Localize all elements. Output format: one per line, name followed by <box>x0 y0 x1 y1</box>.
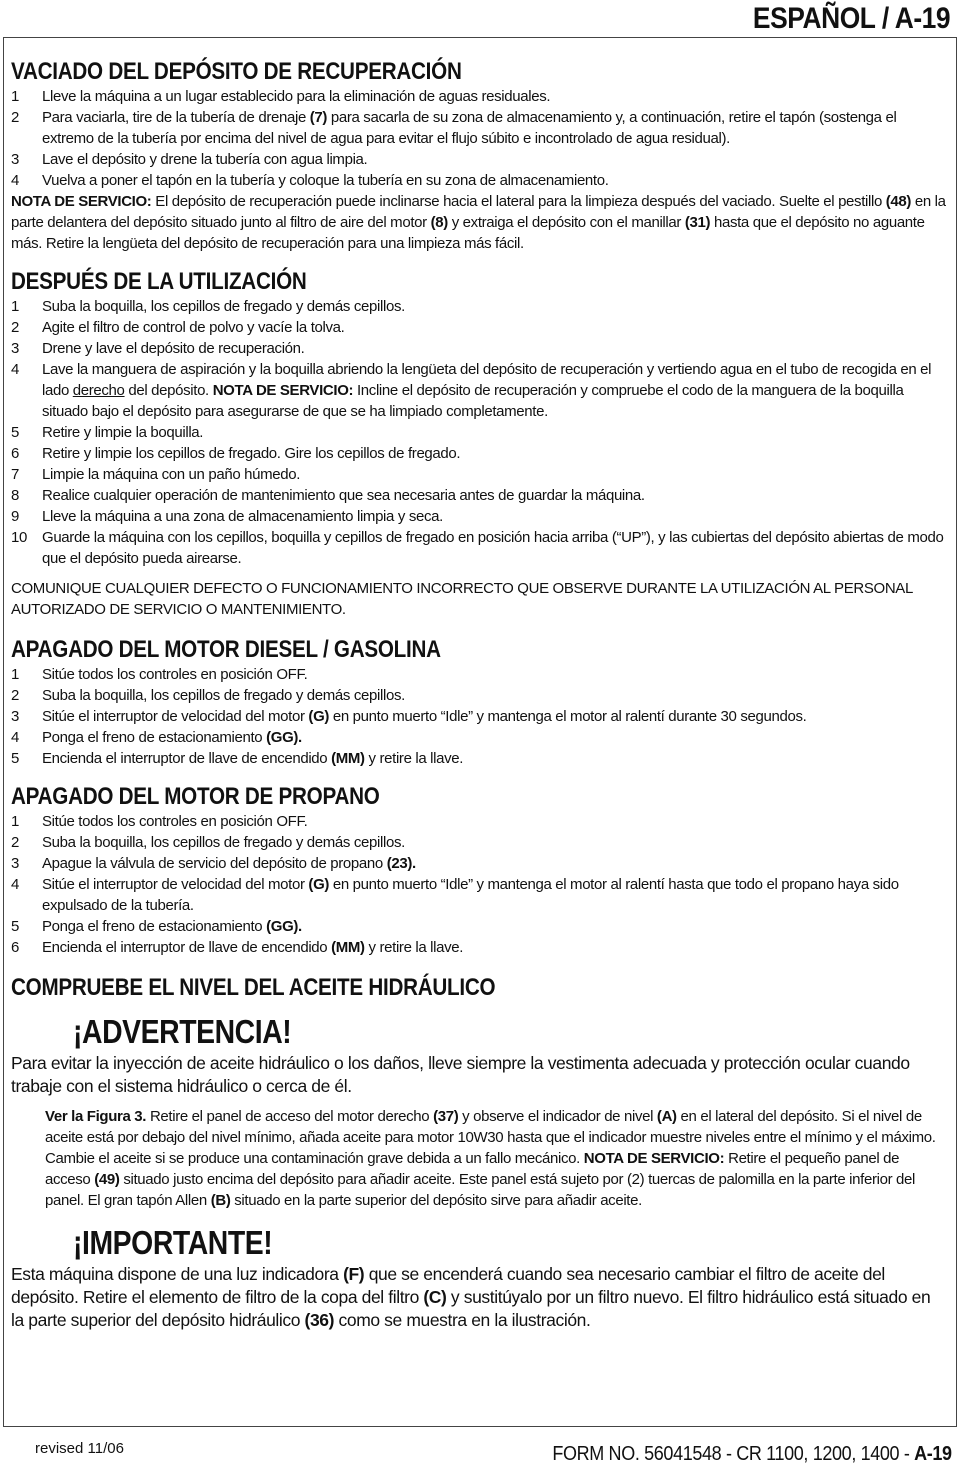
list-item: 4 Sitúe el interruptor de velocidad del motor (G) en punto muerto “Idle” y mantenga el motor al ralentí hasta que todo el propano haya sido expulsado de la tubería. <box>11 876 899 914</box>
section-vaciado <box>11 58 947 254</box>
section-title-apagado-diesel: APAGADO DEL MOTOR DIESEL / GASOLINA <box>11 636 441 663</box>
section-title-vaciado: VACIADO DEL DEPÓSITO DE RECUPERACIÓN <box>11 58 462 85</box>
list-item: 5 Retire y limpie la boquilla. <box>11 424 204 441</box>
section-aceite-hidraulico <box>11 974 947 1332</box>
section-apagado-diesel <box>11 636 947 769</box>
list-item: 10 Guarde la máquina con los cepillos, boquilla y cepillos de fregado en posición hacia arriba (“UP”), y las cubiertas del depósito abiertas de modo que el depósito pueda airearse. <box>11 529 944 567</box>
warning-title: ¡ADVERTENCIA! <box>73 1013 292 1050</box>
page-content <box>11 58 947 1332</box>
list-item: 6 Encienda el interruptor de llave de encendido (MM) y retire la llave. <box>11 939 464 956</box>
list-item: 5 Ponga el freno de estacionamiento (GG). <box>11 918 302 935</box>
section-title-aceite-hidraulico: COMPRUEBE EL NIVEL DEL ACEITE HIDRÁULICO <box>11 974 496 1001</box>
section-apagado-propano <box>11 783 947 958</box>
page-header-title: ESPAÑOL / A-19 <box>752 2 950 35</box>
section-title-despues: DESPUÉS DE LA UTILIZACIÓN <box>11 268 307 295</box>
list-item: 8 Realice cualquier operación de mantenimiento que sea necesaria antes de guardar la máquina. <box>11 487 645 504</box>
list-item: 7 Limpie la máquina con un paño húmedo. <box>11 466 301 483</box>
form-number: FORM NO. 56041548 - CR 1100, 1200, 1400 - A-19 <box>552 1443 952 1465</box>
list-item: 2 Para vaciarla, tire de la tubería de drenaje (7) para sacarla de su zona de almacenamiento y, a continuación, retire el tapón (sostenga el extremo de la tubería por encima del nivel de agua para evitar el flujo súbito e incontrolado de agua residual). <box>11 109 897 147</box>
list-item: 2 Suba la boquilla, los cepillos de fregado y demás cepillos. <box>11 687 405 704</box>
list-item: 3 Lave el depósito y drene la tubería con agua limpia. <box>11 151 368 168</box>
revision-date: revised 11/06 <box>35 1440 124 1457</box>
important-title: ¡IMPORTANTE! <box>73 1224 273 1261</box>
list-item: 4 Vuelva a poner el tapón en la tubería y coloque la tubería en su zona de almacenamiento. <box>11 172 609 189</box>
list-item: 1 Lleve la máquina a un lugar establecido para la eliminación de aguas residuales. <box>11 88 551 105</box>
important-text: Esta máquina dispone de una luz indicadora (F) que se encenderá cuando sea necesario cambiar el filtro de aceite del depósito. Retire el elemento de filtro de la copa del filtro (C) y sustitúyalo por un filtro nuevo. El filtro hidráulico está situado en la parte superior del depósito hidráulico (36) como se muestra en la ilustración. <box>11 1264 931 1330</box>
list-item: 2 Suba la boquilla, los cepillos de fregado y demás cepillos. <box>11 834 405 851</box>
defect-notice: COMUNIQUE CUALQUIER DEFECTO O FUNCIONAMIENTO INCORRECTO QUE OBSERVE DURANTE LA UTILIZACIÓN AL PERSONAL AUTORIZADO DE SERVICIO O MANTENIMIENTO. <box>11 580 913 618</box>
list-item: 1 Sitúe todos los controles en posición OFF. <box>11 666 308 683</box>
list-item: 4 Lave la manguera de aspiración y la boquilla abriendo la lengüeta del depósito de recuperación y vertiendo agua en el tubo de recogida en el lado derecho del depósito. NOTA DE SERVICIO: Incline el depósito de recuperación y compruebe el codo de la manguera de la boquilla situado bajo el depósito para asegurarse de que se ha limpiado completamente. <box>11 361 932 420</box>
section-title-apagado-propano: APAGADO DEL MOTOR DE PROPANO <box>11 783 380 810</box>
list-item: 2 Agite el filtro de control de polvo y vacíe la tolva. <box>11 319 345 336</box>
list-item: 5 Encienda el interruptor de llave de encendido (MM) y retire la llave. <box>11 750 464 767</box>
list-item: 4 Ponga el freno de estacionamiento (GG). <box>11 729 302 746</box>
list-item: 3 Apague la válvula de servicio del depósito de propano (23). <box>11 855 416 872</box>
warning-text: Para evitar la inyección de aceite hidráulico o los daños, lleve siempre la vestimenta adecuada y protección ocular cuando trabaje con el sistema hidráulico o cerca de él. <box>11 1053 910 1096</box>
list-item: 6 Retire y limpie los cepillos de fregado. Gire los cepillos de fregado. <box>11 445 461 462</box>
service-note: NOTA DE SERVICIO: El depósito de recuperación puede inclinarse hacia el lateral para la limpieza después del vaciado. Suelte el pestillo (48) en la parte delantera del depósito situado junto al filtro de aire del motor (8) y extraiga el depósito con el manillar (31) hasta que el depósito no aguante más. Retire la lengüeta del depósito de recuperación para una limpieza más fácil. <box>11 193 946 252</box>
list-item: 1 Suba la boquilla, los cepillos de fregado y demás cepillos. <box>11 298 405 315</box>
section-despues <box>11 268 947 620</box>
list-item: 3 Sitúe el interruptor de velocidad del motor (G) en punto muerto “Idle” y mantenga el motor al ralentí durante 30 segundos. <box>11 708 807 725</box>
list-item: 1 Sitúe todos los controles en posición OFF. <box>11 813 308 830</box>
list-item: 3 Drene y lave el depósito de recuperación. <box>11 340 305 357</box>
list-item: 9 Lleve la máquina a una zona de almacenamiento limpia y seca. <box>11 508 443 525</box>
figure-instructions: Ver la Figura 3. Retire el panel de acceso del motor derecho (37) y observe el indicador de nivel (A) en el lateral del depósito. Si el nivel de aceite está por debajo del nivel mínimo, añada aceite para motor 10W30 hasta que el indicador muestre niveles entre el mínimo y el máximo. Cambie el aceite si se produce una contaminación grave debida a un fallo mecánico. NOTA DE SERVICIO: Retire el pequeño panel de acceso (49) situado justo encima del depósito para añadir aceite. Este panel está sujeto por (2) tuercas de palomilla en la parte inferior del panel. El gran tapón Allen (B) situado en la parte superior del depósito sirve para añadir aceite. <box>45 1108 936 1209</box>
